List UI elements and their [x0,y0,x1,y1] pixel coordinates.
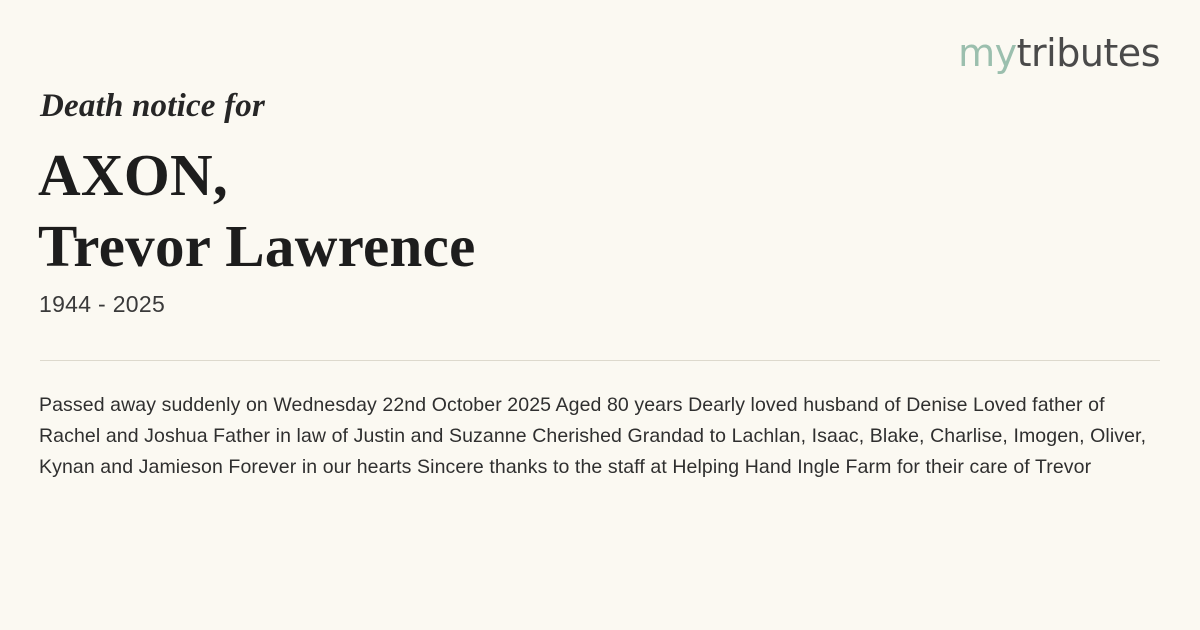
life-years: 1944 - 2025 [39,291,166,317]
page-title [38,140,476,282]
logo-text-tributes: tributes [1016,31,1160,75]
deceased-surname: AXON, [38,142,228,208]
section-divider [40,360,1160,361]
logo-text-my: my [958,31,1017,75]
mytributes-logo [958,31,1160,75]
notice-body: Passed away suddenly on Wednesday 22nd October 2025 Aged 80 years Dearly loved husband of Denise Loved father of Rachel and Joshua Father in law of Justin and Suzanne Cherished Grandad to Lachlan, Isaac, Blake, Charlise, Imogen, Oliver, Kynan and Jamieson Forever in our hearts Sincere thanks to the staff at Helping Hand Ingle Farm for their care of Trevor [39,394,1147,478]
notice-kicker: Death notice for [40,88,266,124]
deceased-given-names: Trevor Lawrence [38,212,476,279]
